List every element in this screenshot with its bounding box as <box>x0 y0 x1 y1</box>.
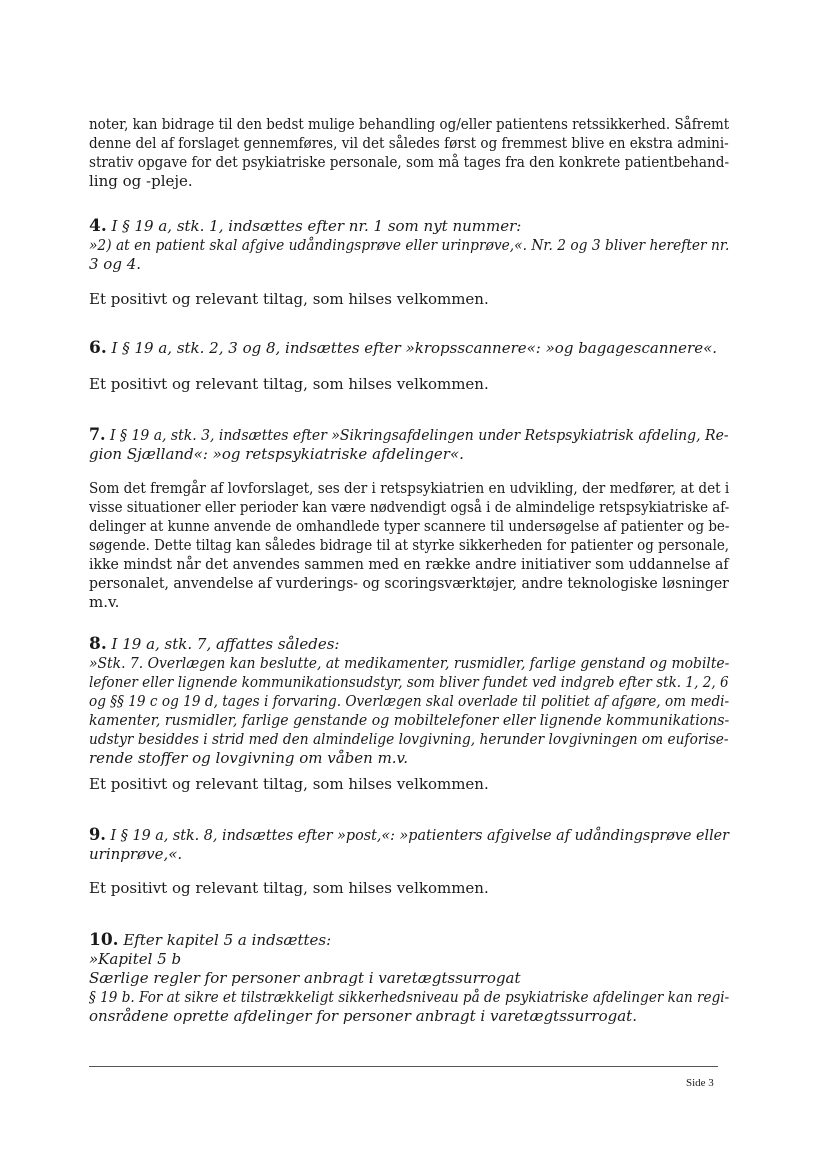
page-number: Side 3 <box>686 1077 714 1089</box>
section-heading-line: onsrådene oprette afdelinger for personer anbragt i varetægtssurrogat. <box>89 1007 637 1025</box>
section-body-line: Et positivt og relevant tiltag, som hilses velkommen. <box>89 290 489 308</box>
section-heading-line: urinprøve,«. <box>89 845 183 863</box>
section-heading-line: § 19 b. For at sikre et tilstrækkeligt sikkerhedsniveau på de psykiatriske afdelinger kan regi- <box>89 988 730 1006</box>
section-number: 7. <box>89 425 106 445</box>
section-8-heading <box>89 635 339 654</box>
section-4-heading <box>89 217 521 236</box>
section-heading-line: rende stoffer og lovgivning om våben m.v. <box>89 749 409 767</box>
section-heading-text: Efter kapitel 5 a indsættes: <box>123 931 332 949</box>
section-heading-text: I § 19 a, stk. 2, 3 og 8, indsættes efter »kropsscannere«: »og bagagescannere«. <box>111 339 718 357</box>
section-6-heading <box>89 339 717 358</box>
intro-line: denne del af forslaget gennemføres, vil det således først og fremmest blive en ekstra admini- <box>89 134 729 152</box>
section-7-heading <box>89 426 729 445</box>
section-body-line: søgende. Dette tiltag kan således bidrage til at styrke sikkerheden for patienter og personale, <box>89 536 730 554</box>
section-heading-text: I § 19 a, stk. 3, indsættes efter »Sikringsafdelingen under Retspsykiatrisk afdeling, Re- <box>110 426 729 444</box>
section-heading-line: gion Sjælland«: »og retspsykiatriske afdelinger«. <box>89 445 464 463</box>
section-number: 10. <box>89 930 119 950</box>
section-body-line: Som det fremgår af lovforslaget, ses der i retspsykiatrien en udvikling, der medfører, at det i <box>89 479 730 497</box>
section-heading-line: lefoner eller lignende kommunikationsudstyr, som bliver fundet ved indgreb efter stk. 1, 2, 6 <box>89 673 729 691</box>
footer-divider <box>89 1066 718 1067</box>
intro-line: noter, kan bidrage til den bedst mulige behandling og/eller patientens retssikkerhed. Såfremt <box>89 115 730 133</box>
section-heading-line: »2) at en patient skal afgive udåndingsprøve eller urinprøve,«. Nr. 2 og 3 bliver herefter nr. <box>89 236 730 254</box>
section-number: 4. <box>89 216 107 236</box>
section-heading-text: I 19 a, stk. 7, affattes således: <box>111 635 340 653</box>
section-body-line: delinger at kunne anvende de omhandlede typer scannere til undersøgelse af patienter og be- <box>89 517 730 535</box>
section-number: 6. <box>89 338 107 358</box>
section-body-line: m.v. <box>89 593 120 611</box>
section-number: 9. <box>89 825 106 845</box>
section-heading-line: kamenter, rusmidler, farlige genstande og mobiltelefoner eller lignende kommunikations- <box>89 711 730 729</box>
section-body-line: visse situationer eller perioder kan være nødvendigt også i de almindelige retspsykiatriske af- <box>89 498 730 516</box>
section-heading-line: og §§ 19 c og 19 d, tages i forvaring. Overlægen skal overlade til politiet af afgøre, om medi- <box>89 692 730 710</box>
section-body-line: Et positivt og relevant tiltag, som hilses velkommen. <box>89 775 489 793</box>
section-body-line: Et positivt og relevant tiltag, som hilses velkommen. <box>89 375 489 393</box>
section-heading-line: »Kapitel 5 b <box>89 950 182 968</box>
intro-line: strativ opgave for det psykiatriske personale, som må tages fra den konkrete patientbehand- <box>89 153 730 171</box>
section-heading-line: 3 og 4. <box>89 255 142 273</box>
section-heading-line: »Stk. 7. Overlægen kan beslutte, at medikamenter, rusmidler, farlige genstand og mobilte- <box>89 654 730 672</box>
section-body-line: Et positivt og relevant tiltag, som hilses velkommen. <box>89 879 489 897</box>
section-heading-line: Særlige regler for personer anbragt i varetægtssurrogat <box>89 969 521 987</box>
section-heading-text: I § 19 a, stk. 1, indsættes efter nr. 1 som nyt nummer: <box>111 217 522 235</box>
section-body-line: personalet, anvendelse af vurderings- og scoringsværktøjer, andre teknologiske løsninger <box>89 574 729 592</box>
section-heading-line: udstyr besiddes i strid med den almindelige lovgivning, herunder lovgivningen om euforise- <box>89 730 729 748</box>
intro-line: ling og -pleje. <box>89 172 193 190</box>
section-body-line: ikke mindst når det anvendes sammen med en række andre initiativer som uddannelse af <box>89 555 729 573</box>
section-heading-text: I § 19 a, stk. 8, indsættes efter »post,«: »patienters afgivelse af udåndingsprøve eller <box>110 826 730 844</box>
section-9-heading <box>89 826 729 845</box>
section-10-heading <box>89 931 331 950</box>
section-number: 8. <box>89 634 107 654</box>
